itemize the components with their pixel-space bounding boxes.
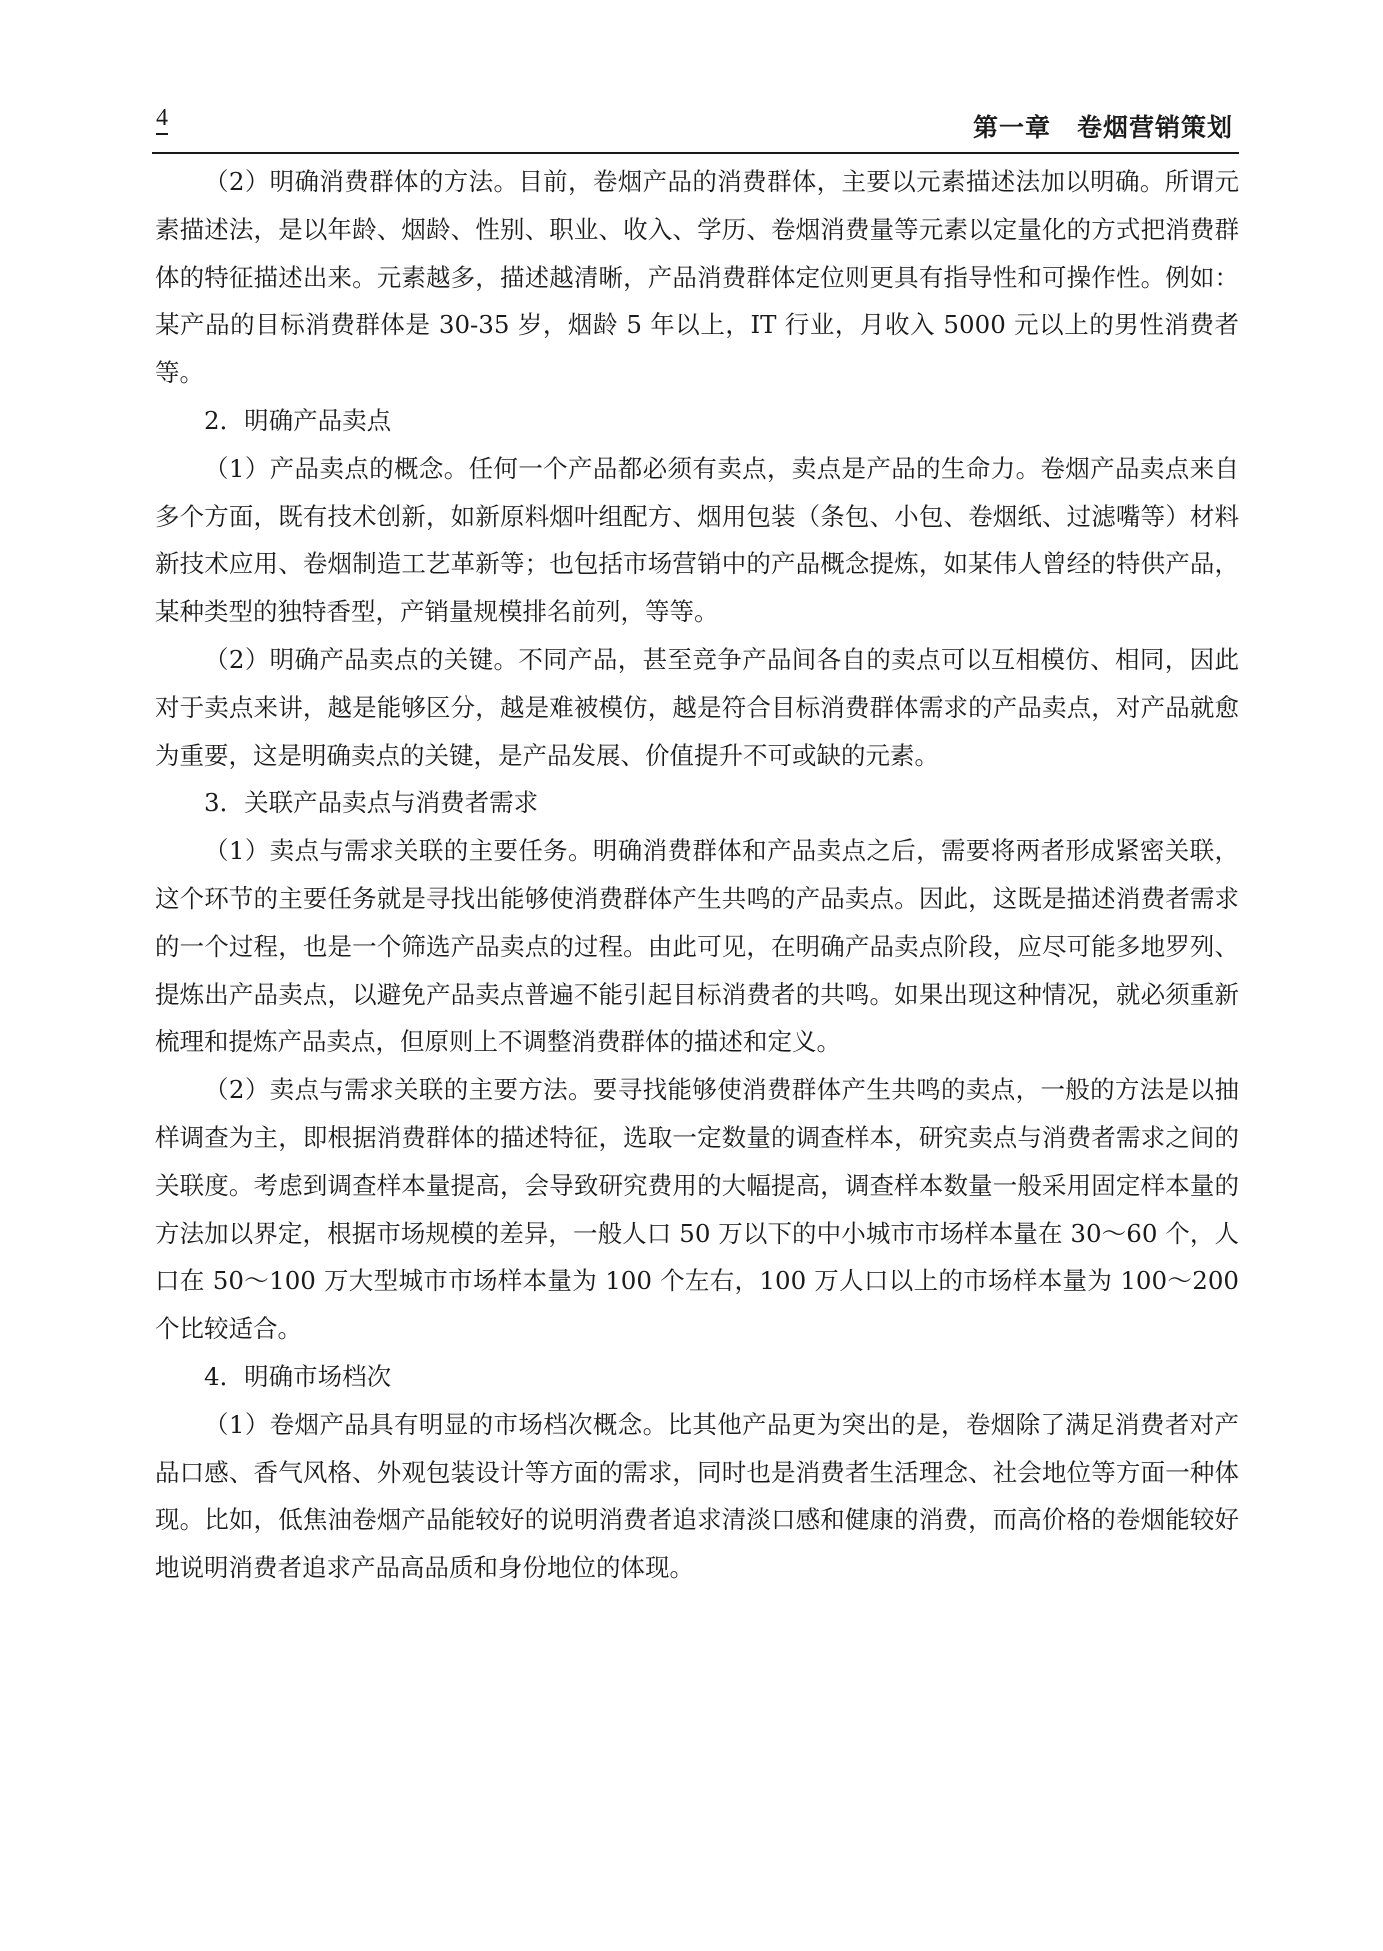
section-heading-market-grade: 4．明确市场档次	[204, 1361, 392, 1391]
chapter-title: 第一章 卷烟营销策划	[972, 113, 1233, 142]
section-heading-selling-point: 2．明确产品卖点	[204, 405, 392, 435]
paragraph-consumer-group-method: （2）明确消费群体的方法。目前，卷烟产品的消费群体，主要以元素描述法加以明确。所谓元素描述法，是以年龄、烟龄、性别、职业、收入、学历、卷烟消费量等元素以定量化的方式把消费群体的特征描述出来。元素越多，描述越清晰，产品消费群体定位则更具有指导性和可操作性。例如：某产品的目标消费群体是 30-35 岁，烟龄 5 年以上，IT 行业，月收入 5000 元以上的男性消费者等。	[155, 167, 1239, 388]
page-number: 4	[156, 104, 168, 135]
paragraph-selling-point-concept: （1）产品卖点的概念。任何一个产品都必须有卖点，卖点是产品的生命力。卷烟产品卖点来自多个方面，既有技术创新，如新原料烟叶组配方、烟用包装（条包、小包、卷烟纸、过滤嘴等）材料新技术应用、卷烟制造工艺革新等；也包括市场营销中的产品概念提炼，如某伟人曾经的特供产品，某种类型的独特香型，产销量规模排名前列，等等。	[155, 453, 1239, 627]
paragraph-market-grade-concept: （1）卷烟产品具有明显的市场档次概念。比其他产品更为突出的是，卷烟除了满足消费者对产品口感、香气风格、外观包装设计等方面的需求，同时也是消费者生活理念、社会地位等方面一种体现。比如，低焦油卷烟产品能较好的说明消费者追求清淡口感和健康的消费，而高价格的卷烟能较好地说明消费者追求产品高品质和身份地位的体现。	[155, 1409, 1239, 1583]
paragraph-selling-point-key: （2）明确产品卖点的关键。不同产品，甚至竞争产品间各自的卖点可以互相模仿、相同，因此对于卖点来讲，越是能够区分，越是难被模仿，越是符合目标消费群体需求的产品卖点，对产品就愈为重要，这是明确卖点的关键，是产品发展、价值提升不可或缺的元素。	[155, 644, 1239, 770]
body-text	[155, 158, 1239, 1592]
page-header	[152, 100, 1239, 154]
paragraph-link-method: （2）卖点与需求关联的主要方法。要寻找能够使消费群体产生共鸣的卖点，一般的方法是以抽样调查为主，即根据消费群体的描述特征，选取一定数量的调查样本，研究卖点与消费者需求之间的关联度。考虑到调查样本量提高，会导致研究费用的大幅提高，调查样本数量一般采用固定样本量的方法加以界定，根据市场规模的差异，一般人口 50 万以下的中小城市市场样本量在 30～60 个，人口在 50～100 万大型城市市场样本量为 100 个左右，100 万人口以上的市场样本量为 100～200 个比较适合。	[155, 1075, 1239, 1344]
paragraph-link-task: （1）卖点与需求关联的主要任务。明确消费群体和产品卖点之后，需要将两者形成紧密关联，这个环节的主要任务就是寻找出能够使消费群体产生共鸣的产品卖点。因此，这既是描述消费者需求的一个过程，也是一个筛选产品卖点的过程。由此可见，在明确产品卖点阶段，应尽可能多地罗列、提炼出产品卖点，以避免产品卖点普遍不能引起目标消费者的共鸣。如果出现这种情况，就必须重新梳理和提炼产品卖点，但原则上不调整消费群体的描述和定义。	[155, 836, 1239, 1057]
section-heading-link-demand: 3．关联产品卖点与消费者需求	[204, 788, 539, 818]
